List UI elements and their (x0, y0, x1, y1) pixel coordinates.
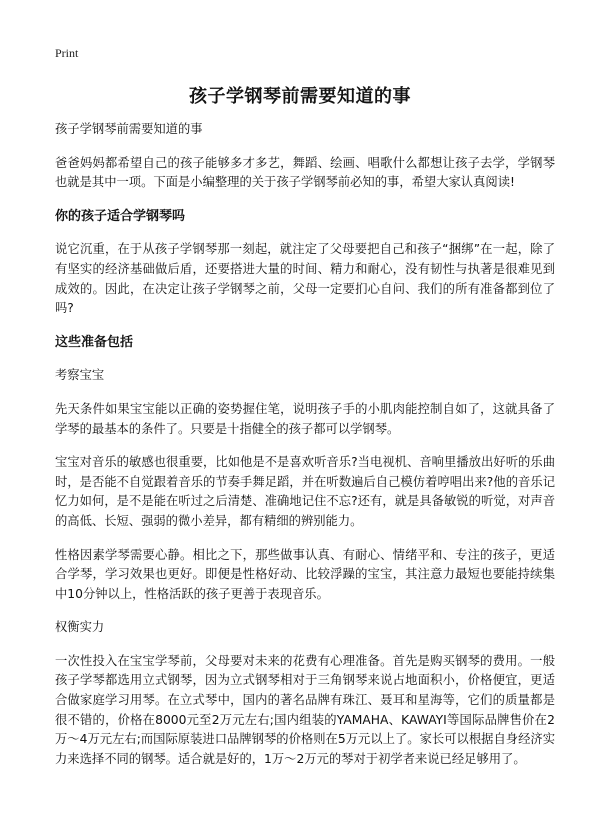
subheading-weigh-resources: 权衡实力 (55, 620, 105, 635)
intro-paragraph: 爸爸妈妈都希望自己的孩子能够多才多艺，舞蹈、绘画、唱歌什么都想让孩子去学，学钢琴也就是其中一项。下面是小编整理的关于孩子学钢琴前必知的事，希望大家认真阅读! (55, 155, 555, 190)
subheading-observe-child: 考察宝宝 (55, 368, 105, 383)
section-heading-preparation: 这些准备包括 (55, 334, 134, 350)
paragraph-suitability: 说它沉重，在于从孩子学钢琴那一刻起，就注定了父母要把自己和孩子“捆绑”在一起，除了有坚实的经济基础做后盾，还要搭进大量的时间、精力和耐心，没有韧性与执著是很难见到成效的。因此，在决定让孩子学钢琴之前，父母一定要扪心自问、我们的所有准备都到位了吗? (55, 242, 555, 316)
section-heading-suitability: 你的孩子适合学钢琴吗 (55, 208, 186, 224)
paragraph-innate-conditions: 先天条件如果宝宝能以正确的姿势握住笔，说明孩子手的小肌肉能控制自如了，这就具备了学琴的最基本的条件了。只要是十指健全的孩子都可以学钢琴。 (55, 401, 555, 436)
paragraph-music-sensitivity: 宝宝对音乐的敏感也很重要，比如他是不是喜欢听音乐?当电视机、音响里播放出好听的乐曲时，是否能不自觉跟着音乐的节奏手舞足蹈，并在听数遍后自己模仿着哼唱出来?他的音乐记忆力如何，是不是能在听过之后清楚、准确地记住不忘?还有，就是具备敏锐的听觉，对声音的高低、长短、强弱的微小差异，都有精细的辨别能力。 (55, 455, 555, 528)
subtitle: 孩子学钢琴前需要知道的事 (55, 122, 203, 136)
document-title: 孩子学钢琴前需要知道的事 (189, 86, 411, 107)
article-body (55, 120, 555, 779)
paragraph-investment: 一次性投入在宝宝学琴前，父母要对未来的花费有心理准备。首先是购买钢琴的费用。一般孩子学琴都选用立式钢琴，因为立式钢琴相对于三角钢琴来说占地面积小，价格便宜，更适合做家庭学习用琴。在立式琴中，国内的著名品牌有珠江、聂耳和星海等，它们的质量都是很不错的，价格在8000元至2万元左右;国内组装的YAMAHA、KAWAYI等国际品牌售价在2万～4万元左右;而国际原装进口品牌钢琴的价格则在5万元以上了。家长可以根据自身经济实力来选择不同的钢琴。适合就是好的，1万～2万元的琴对于初学者来说已经足够用了。 (55, 653, 555, 766)
print-link[interactable]: Print (55, 46, 79, 60)
paragraph-personality: 性格因素学琴需要心静。相比之下，那些做事认真、有耐心、情绪平和、专注的孩子，更适合学琴，学习效果也更好。即便是性格好动、比较浮躁的宝宝，其注意力最短也要能持续集中10分钟以上，性格活跃的孩子更善于表现音乐。 (55, 547, 555, 601)
